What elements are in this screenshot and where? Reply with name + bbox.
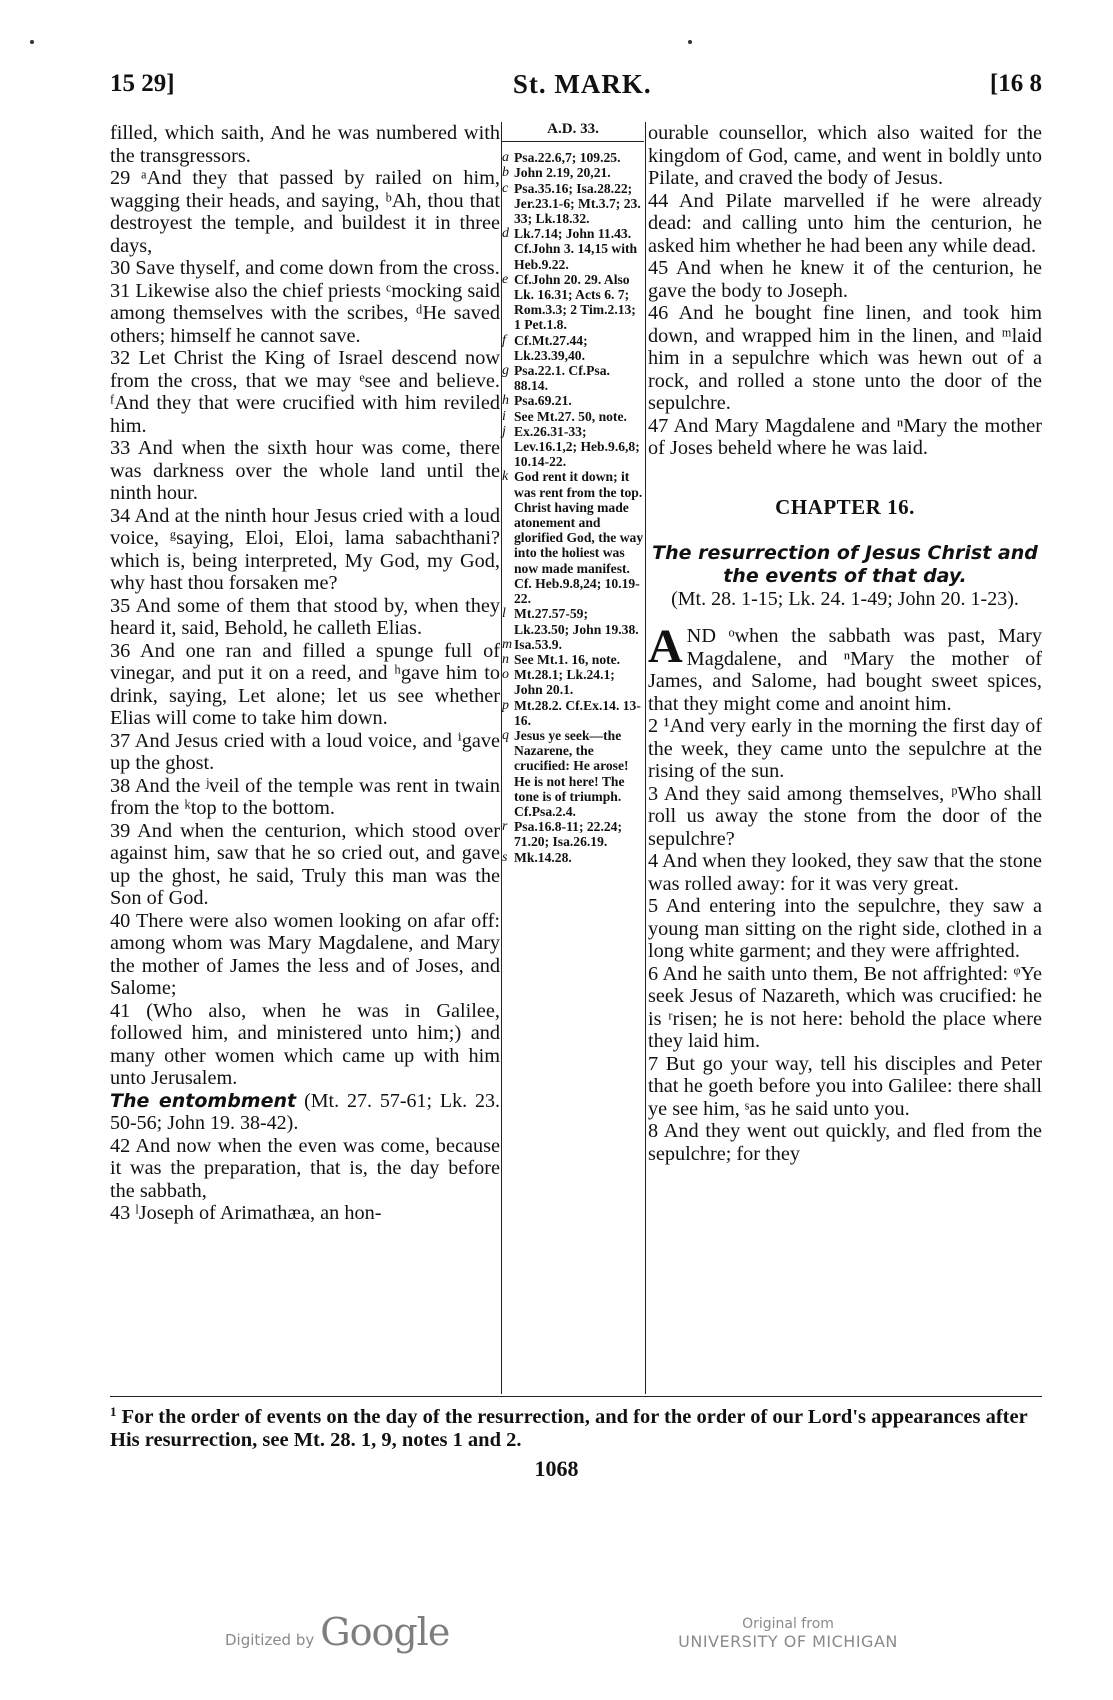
original-from-watermark xyxy=(668,1616,908,1651)
reference-text: Mt.27.57-59; Lk.23.50; John 19.38. xyxy=(514,606,639,637)
verse-paragraph: 7 But go your way, tell his disciples and Peter that he goeth before you into Galilee: there shall ye see him, ˢas he said unto you. xyxy=(648,1052,1042,1120)
header-left: 15 29] xyxy=(110,70,175,97)
verse-paragraph: 35 And some of them that stood by, when they heard it, said, Behold, he calleth Elias. xyxy=(110,594,500,639)
reference-letter: o xyxy=(502,667,509,683)
reference-text: See Mt.27. 50, note. xyxy=(514,408,627,424)
header-right: [16 8 xyxy=(989,70,1042,97)
reference-letter: d xyxy=(502,226,509,242)
reference-entry xyxy=(502,667,644,697)
verse-paragraph: 36 And one ran and filled a spunge full of vinegar, and put it on a reed, and ʰgave him to drink, saying, Let alone; let us see whether Elias will come to take him down. xyxy=(110,639,500,729)
verse-paragraph: 31 Likewise also the chief priests ᶜmocking said among themselves with the scribes, ᵈHe saved others; himself he cannot save. xyxy=(110,279,500,347)
original-from-label: Original from xyxy=(742,1616,834,1632)
reference-letter: j xyxy=(502,423,506,439)
verse-paragraph: 2 ¹And very early in the morning the first day of the week, they came unto the sepulchre at the rising of the sun. xyxy=(648,715,1042,782)
opening-text: ND ᵒwhen the sabbath was past, Mary Magdalene, and ⁿMary the mother of James, and Salome, had bought sweet spices, that they might come and anoint him. xyxy=(648,625,1042,715)
reference-entry xyxy=(502,226,644,272)
chapter-opening-paragraph xyxy=(648,620,1042,715)
verse-paragraph: 30 Save thyself, and come down from the cross. xyxy=(110,257,500,279)
reference-entry xyxy=(502,850,644,865)
reference-text: Psa.69.21. xyxy=(514,393,572,409)
reference-text: Mt.28.1; Lk.24.1; John 20.1. xyxy=(514,667,615,698)
reference-text: God rent it down; it was rent from the top. Christ having made atonement and glorified God, the way into the holiest was now made manifest. Cf. Heb.9.8,24; 10.19-22. xyxy=(514,469,644,607)
section-title: The resurrection of Jesus Christ and the events of that day. xyxy=(652,542,1038,587)
reference-entry xyxy=(502,272,644,333)
header-title: St. MARK. xyxy=(512,68,652,99)
drop-cap: A xyxy=(648,620,683,673)
reference-letter: k xyxy=(502,469,509,485)
reference-entry xyxy=(502,652,644,667)
google-logo: Google xyxy=(320,1610,450,1654)
verse-paragraph: 33 And when the sixth hour was come, there was darkness over the whole land until the ninth hour. xyxy=(110,437,500,504)
section-title: The entombment xyxy=(110,1089,297,1112)
verse-paragraph: 41 (Who also, when he was in Galilee, followed him, and ministered unto him;) and many other women which came up with him unto Jerusalem. xyxy=(110,999,500,1089)
reference-entry xyxy=(502,165,644,180)
section-refs: (Mt. 27. 57-61; Lk. 23. 50-56; John 19. 38-42). xyxy=(110,1089,500,1134)
reference-text: John 2.19, 20,21. xyxy=(514,165,611,181)
reference-list xyxy=(502,150,644,865)
reference-text: Psa.22.1. Cf.Psa. 88.14. xyxy=(514,363,610,394)
verse-paragraph: 45 And when he knew it of the centurion, he gave the body to Joseph. xyxy=(648,257,1042,302)
right-column xyxy=(648,122,1042,1165)
reference-text: Psa.35.16; Isa.28.22; Jer.23.1-6; Mt.3.7; 23. 33; Lk.18.32. xyxy=(514,180,641,227)
verse-paragraph: 6 And he saith unto them, Be not affrighted: ᵠYe seek Jesus of Nazareth, which was crucified: he is ʳrisen; he is not here: behold the place where they laid him. xyxy=(648,962,1042,1052)
verse-paragraph: 5 And entering into the sepulchre, they saw a young man sitting on the right side, clothed in a long white garment; and they were affrighted. xyxy=(648,895,1042,962)
reference-letter: s xyxy=(502,849,508,865)
verse-paragraph: 47 And Mary Magdalene and ⁿMary the mother of Joses beheld where he was laid. xyxy=(648,414,1042,459)
verse-paragraph: 37 And Jesus cried with a loud voice, and ⁱgave up the ghost. xyxy=(110,729,500,774)
reference-entry xyxy=(502,469,644,606)
reference-text: Ex.26.31-33; Lev.16.1,2; Heb.9.6,8; 10.14-22. xyxy=(514,423,640,470)
reference-entry xyxy=(502,181,644,227)
footnote-mark: 1 xyxy=(110,1404,117,1419)
reference-entry xyxy=(502,333,644,363)
reference-letter: c xyxy=(502,180,509,196)
verse-paragraph: 39 And when the centurion, which stood over against him, saw that he so cried out, and gave up the ghost, he said, Truly this man was the Son of God. xyxy=(110,819,500,909)
left-column xyxy=(110,122,500,1225)
reference-letter: b xyxy=(502,165,509,181)
verse-paragraph: 40 There were also women looking on afar off: among whom was Mary Magdalene, and Mary the mother of James the less and of Joses, and Salome; xyxy=(110,909,500,999)
column-rule-right xyxy=(645,122,646,1394)
reference-letter: f xyxy=(502,332,506,348)
reference-letter: h xyxy=(502,393,509,409)
scan-speck xyxy=(30,40,34,44)
footnote-text: For the order of events on the day of the resurrection, and for the order of our Lord's appearances after His resurrection, see Mt. 28. 1, 9, notes 1 and 2. xyxy=(110,1406,1028,1451)
reference-text: See Mt.1. 16, note. xyxy=(514,651,621,667)
reference-entry xyxy=(502,728,644,819)
section-heading-entombment xyxy=(110,1090,500,1135)
chapter-heading: CHAPTER 16. xyxy=(775,494,915,519)
verse-paragraph: 32 Let Christ the King of Israel descend now from the cross, that we may ᵉsee and believe. ᶠAnd they that were crucified with him reviled him. xyxy=(110,347,500,437)
verse-paragraph: 34 And at the ninth hour Jesus cried with a loud voice, ᵍsaying, Eloi, Eloi, lama sabachthani? which is, being interpreted, My God, my God, why hast thou forsaken me? xyxy=(110,504,500,594)
reference-entry xyxy=(502,637,644,652)
reference-column xyxy=(502,122,644,865)
reference-letter: e xyxy=(502,271,509,287)
verse-paragraph: 3 And they said among themselves, ᵖWho shall roll us away the stone from the door of the sepulchre? xyxy=(648,782,1042,850)
university-label: UNIVERSITY OF MICHIGAN xyxy=(678,1632,898,1651)
reference-letter: i xyxy=(502,408,506,424)
reference-text: Cf.John 20. 29. Also Lk. 16.31; Acts 6. 7; Rom.3.3; 2 Tim.2.13; 1 Pet.1.8. xyxy=(514,271,636,333)
reference-letter: m xyxy=(502,636,513,652)
reference-entry xyxy=(502,424,644,470)
section-refs: (Mt. 28. 1-15; Lk. 24. 1-49; John 20. 1-23). xyxy=(671,588,1019,610)
reference-letter: r xyxy=(502,819,508,835)
reference-text: Cf.Mt.27.44; Lk.23.39,40. xyxy=(514,332,588,363)
reference-text: Mt.28.2. Cf.Ex.14. 13-16. xyxy=(514,697,641,728)
section-heading-resurrection xyxy=(648,542,1042,611)
footnote xyxy=(110,1406,1042,1452)
verse-paragraph: 44 And Pilate marvelled if he were already dead: and calling unto him the centurion, he asked him whether he had been any while dead. xyxy=(648,189,1042,257)
reference-letter: g xyxy=(502,363,509,379)
verse-paragraph: filled, which saith, And he was numbered with the transgressors. xyxy=(110,122,500,167)
reference-entry xyxy=(502,150,644,165)
digitized-by-label: Digitized by xyxy=(225,1631,315,1649)
verse-paragraph: 4 And when they looked, they saw that the stone was rolled away: for it was very great. xyxy=(648,850,1042,895)
reference-text: Isa.53.9. xyxy=(514,636,562,652)
reference-text: Psa.16.8-11; 22.24; 71.20; Isa.26.19. xyxy=(514,819,622,850)
footnote-rule xyxy=(110,1396,1042,1397)
reference-entry xyxy=(502,409,644,424)
running-header xyxy=(110,66,1042,102)
reference-letter: n xyxy=(502,651,509,667)
reference-text: Lk.7.14; John 11.43. Cf.John 3. 14,15 with Heb.9.22. xyxy=(514,226,638,272)
digitized-by-watermark xyxy=(225,1610,449,1654)
verse-paragraph: 38 And the ʲveil of the temple was rent in twain from the ᵏtop to the bottom. xyxy=(110,774,500,819)
reference-letter: p xyxy=(502,697,509,713)
reference-text: Jesus ye seek—the Nazarene, the crucified: He arose! He is not here! The tone is of triumph. Cf.Psa.2.4. xyxy=(514,727,629,819)
reference-entry xyxy=(502,363,644,393)
reference-text: Psa.22.6,7; 109.25. xyxy=(514,150,621,166)
verse-paragraph: 8 And they went out quickly, and fled from the sepulchre; for they xyxy=(648,1120,1042,1165)
reference-text: Mk.14.28. xyxy=(514,849,572,865)
reference-entry xyxy=(502,698,644,728)
reference-entry xyxy=(502,393,644,408)
page-number: 1068 xyxy=(534,1456,579,1481)
verse-paragraph: 42 And now when the even was come, because it was the preparation, that is, the day before the sabbath, xyxy=(110,1134,500,1202)
reference-letter: l xyxy=(502,606,506,622)
reference-letter: q xyxy=(502,727,509,743)
verse-paragraph: ourable counsellor, which also waited for the kingdom of God, came, and went in boldly unto Pilate, and craved the body of Jesus. xyxy=(648,122,1042,189)
verse-paragraph: 46 And he bought fine linen, and took him down, and wrapped him in the linen, and ᵐlaid him in a sepulchre which was hewn out of a rock, and rolled a stone unto the door of the sepulchre. xyxy=(648,302,1042,414)
reference-letter: a xyxy=(502,150,509,166)
verse-paragraph: 43 ˡJoseph of Arimathæa, an hon- xyxy=(110,1202,382,1224)
verse-paragraph: 29 ᵃAnd they that passed by railed on him, wagging their heads, and saying, ᵇAh, thou that destroyest the temple, and buildest it in three days, xyxy=(110,167,500,257)
date-label: A.D. 33. xyxy=(502,122,644,142)
scan-speck xyxy=(688,40,692,44)
reference-entry xyxy=(502,606,644,636)
reference-entry xyxy=(502,819,644,849)
